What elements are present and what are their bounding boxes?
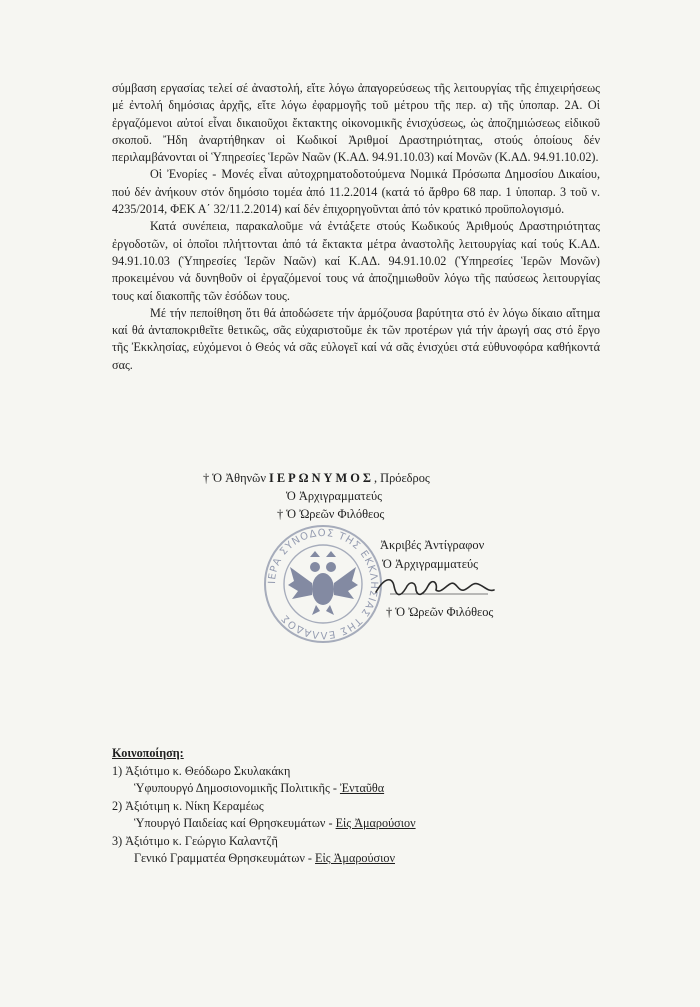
letter-body bbox=[112, 80, 600, 374]
notification-item-2-role: Ὑπουργό Παιδείας καί Θρησκευμάτων - Εἰς Ἀμαρούσιον bbox=[134, 816, 416, 830]
signer-name: ΙΕΡΩΝΥΜΟΣ bbox=[269, 471, 374, 485]
signature-line-president: † Ὁ Ἀθηνῶν ΙΕΡΩΝΥΜΟΣ, Πρόεδρος bbox=[203, 471, 430, 485]
certified-copy-chief-secretary: Ὁ Ἀρχιγραμματεύς bbox=[382, 557, 479, 571]
notification-item-2: 2) Ἀξιότιμη κ. Νίκη Κεραμέως bbox=[112, 798, 264, 813]
notification-item-3-destination: Εἰς Ἀμαρούσιον bbox=[315, 851, 395, 865]
notification-item-1-destination: Ἐνταῦθα bbox=[339, 781, 385, 795]
signature-line-secretary-name: † Ὁ Ὠρεῶν Φιλόθεος bbox=[277, 507, 385, 521]
notification-item-1: 1) Ἀξιότιμο κ. Θεόδωρο Σκυλακάκη bbox=[112, 763, 291, 778]
svg-text:ΙΕΡΑ ΣΥΝΟΔΟΣ ΤΗΣ ΕΚΚΛΗΣΙΑΣ ΤΗΣ: ΙΕΡΑ ΣΥΝΟΔΟΣ ΤΗΣ ΕΚΚΛΗΣΙΑΣ ΤΗΣ ΕΛΛΑΔΟΣ bbox=[266, 527, 380, 641]
notification-item-2-destination: Εἰς Ἀμαρούσιον bbox=[335, 816, 416, 830]
handwritten-signature-icon bbox=[370, 568, 510, 608]
signature-line-chief-secretary: Ὁ Ἀρχιγραμματεύς bbox=[286, 489, 383, 503]
church-seal-icon bbox=[262, 523, 384, 645]
paragraph-1: σύμβαση εργασίας τελεί σέ ἀναστολή, εἴτε λόγω ἀπαγορεύσεως τῆς λειτουργίας τῆς ἐπιχειρήσεως μέ ἐντολή δημόσιας ἀρχῆς, εἴτε λόγω ἐφαρμογῆς τοῦ μέτρου τῆς περ. α) τῆς ὑποπαρ. 2Α. Οἱ ἐργαζόμενοι αὐτοί εἶναι δικαιοῦχοι ἔκτακτης οἰκονομικῆς ἐνισχύσεως, ὡς ἀποζημιώσεως εἰδικοῦ σκοποῦ. Ἤδη ἀναρτήθηκαν οἱ Κωδικοί Ἀριθμοί Δραστηριότητας, στούς ὁποίους δέν περιλαμβάνονται οἱ Ὑπηρεσίες Ἱερῶν Ναῶν (Κ.ΑΔ. 94.91.10.03) καί Μονῶν (Κ.ΑΔ. 94.91.10.02). bbox=[112, 81, 600, 165]
certified-copy-label: Ἀκριβές Ἀντίγραφον bbox=[380, 538, 485, 552]
notification-title: Κοινοποίηση: bbox=[112, 746, 184, 760]
paragraph-2: Οἱ Ἐνορίες - Μονές εἶναι αὐτοχρηματοδοτούμενα Νομικά Πρόσωπα Δημοσίου Δικαίου, πού δέν ἀνήκουν στόν δημόσιο τομέα ἀπό 11.2.2014 (κατά τό ἄρθρο 68 παρ. 1 ὑποπαρ. 3 τοῦ ν. 4235/2014, ΦΕΚ Α΄ 32/11.2.2014) καί δέν ἐπιχορηγοῦνται ἀπό τόν κρατικό προϋπολογισμό. bbox=[112, 167, 600, 217]
notification-item-3: 3) Ἀξιότιμο κ. Γεώργιο Καλαντζῆ bbox=[112, 833, 278, 848]
certified-copy-secretary-name: † Ὁ Ὠρεῶν Φιλόθεος bbox=[386, 605, 494, 619]
notification-list bbox=[112, 745, 592, 868]
notification-item-3-role: Γενικό Γραμματέα Θρησκευμάτων - Εἰς Ἀμαρούσιον bbox=[134, 851, 395, 865]
paragraph-3: Κατά συνέπεια, παρακαλοῦμε νά ἐντάξετε στούς Κωδικούς Ἀριθμούς Δραστηριότητας ἐργοδοτῶν, οἱ ὁποῖοι πλήττονται ἀπό τά ἔκτακτα μέτρα ἀναστολῆς λειτουργίας καί τούς Κ.ΑΔ. 94.91.10.03 (Ὑπηρεσίες Ἱερῶν Ναῶν) καί Κ.ΑΔ. 94.91.10.02 (Ὑπηρεσίες Ἱερῶν Μονῶν) προκειμένου νά δυνηθοῦν οἱ ἐργαζόμενοί τους νά ἀποζημιωθοῦν λόγω τῆς παύσεως λειτουργίας τους καί διακοπῆς τῶν ἐσόδων τους. bbox=[112, 219, 600, 303]
notification-item-1-role: Ὑφυπουργό Δημοσιονομικῆς Πολιτικῆς - Ἐνταῦθα bbox=[134, 781, 385, 795]
paragraph-4: Μέ τήν πεποίθηση ὅτι θά ἀποδώσετε τήν ἁρμόζουσα βαρύτητα στό ἐν λόγω δίκαιο αἴτημα καί θά ἀνταποκριθεῖτε θετικῶς, σᾶς εὐχαριστοῦμε ἐκ τῶν προτέρων γιά τήν ἀρωγή σας στό ἔργο τῆς Ἐκκλησίας, εὐχόμενοι ὁ Θεός νά σᾶς εὐλογεῖ καί νά σᾶς ἐνισχύει στά εὐθυνοφόρα καθήκοντά σας. bbox=[112, 305, 600, 372]
